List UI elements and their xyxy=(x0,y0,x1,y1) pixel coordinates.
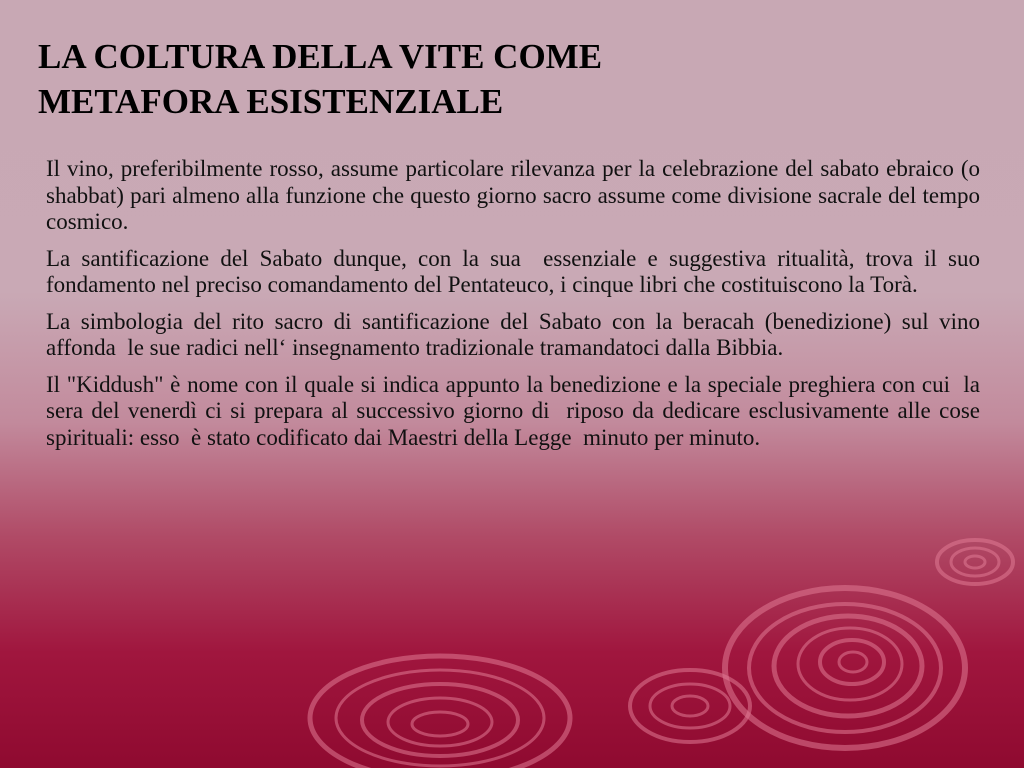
paragraph-3: La simbologia del rito sacro di santificazione del Sabato con la beracah (benedizione) sul vino affonda le sue radici nell‘ insegnamento tradizionale tramandatoci dalla Bibbia. xyxy=(46,308,992,360)
slide-title xyxy=(38,34,938,124)
swirl-small xyxy=(937,540,1013,584)
paragraph-1: Il vino, preferibilmente rosso, assume particolare rilevanza per la celebrazione del sabato ebraico (o shabbat) pari almeno alla funzione che questo giorno sacro assume come divisione sacrale del tempo cosmico. xyxy=(46,156,986,234)
swirl-mid-right xyxy=(630,670,750,742)
swirl-medium xyxy=(310,656,570,768)
title-line-1: LA COLTURA DELLA VITE COME xyxy=(38,37,603,76)
swirl-large xyxy=(725,588,965,748)
paragraph-2: La santificazione del Sabato dunque, con la sua essenziale e suggestiva ritualità, trova il suo fondamento nel preciso comandamento del Pentateuco, i cinque libri che costituiscono la Torà. xyxy=(46,245,986,297)
paragraph-4: Il "Kiddush" è nome con il quale si indica appunto la benedizione e la speciale preghiera con cui la sera del venerdì ci si prepara al successivo giorno di riposo da dedicare esclusivamente alle cose spirituali: esso è stato codificato dai Maestri della Legge minuto per minuto. xyxy=(46,371,986,450)
title-line-2: METAFORA ESISTENZIALE xyxy=(38,82,504,121)
body-text xyxy=(46,156,992,461)
